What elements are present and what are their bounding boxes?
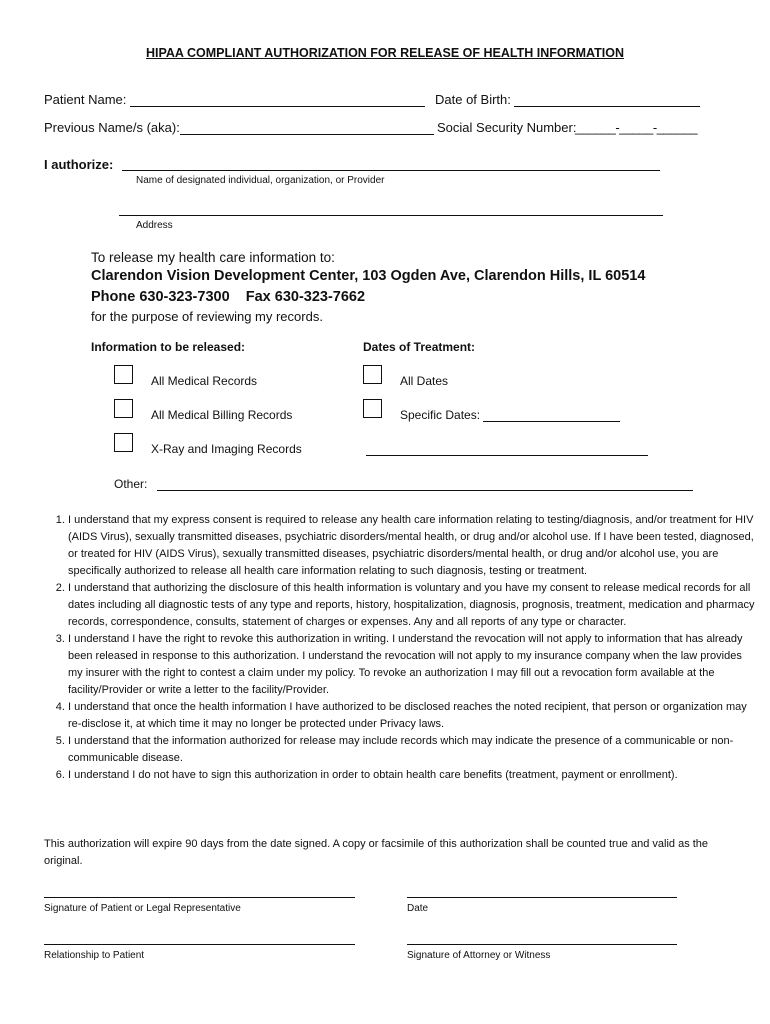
checkbox-all-dates[interactable] [363, 365, 382, 384]
authorize-label: I authorize: [44, 157, 114, 172]
term-item: 5. I understand that the information authorized for release may include records which may indicate the presence of a communicable or non-communicable disease. [68, 733, 758, 767]
dob-field[interactable] [514, 106, 700, 107]
specific-dates-field[interactable] [483, 421, 620, 422]
label-all-medical-billing: All Medical Billing Records [151, 408, 293, 422]
release-purpose: for the purpose of reviewing my records. [91, 309, 323, 324]
specific-dates-field-2[interactable] [366, 455, 648, 456]
term-item: 4. I understand that once the health information I have authorized to be disclosed reaches the noted recipient, that person or organization may re-disclose it, at which time it may no longer be protected under Privacy laws. [68, 699, 758, 733]
label-specific-dates: Specific Dates: [400, 408, 481, 422]
label-all-medical-records: All Medical Records [151, 374, 258, 388]
expiry-note: This authorization will expire 90 days from the date signed. A copy or facsimile of this authorization shall be counted true and valid as the original. [44, 838, 709, 867]
address-field[interactable] [119, 215, 663, 216]
ssn-label: Social Security Number: [437, 120, 577, 135]
terms-list [42, 512, 758, 784]
relationship-field[interactable] [44, 944, 355, 945]
previous-names-field[interactable] [180, 134, 434, 135]
checkbox-xray-imaging[interactable] [114, 433, 133, 452]
patient-name-label: Patient Name: [44, 92, 127, 107]
checkbox-specific-dates[interactable] [363, 399, 382, 418]
other-label: Other: [114, 477, 148, 491]
term-item: 1. I understand that my express consent is required to release any health care information relating to testing/diagnosis, and/or treatment for HIV (AIDS Virus), sexually transmitted diseases, psychiatric disorders/mental health, or drug and/or alcohol use. If I have been tested, diagnosed, or treated for HIV (AIDS Virus), sexually transmitted diseases, psychiatric disorders/mental health, or drug and/or alcohol use, you are specifically authorized to release all health care information relating to such diagnosis, testing or treatment. [68, 512, 758, 580]
info-released-header: Information to be released: [91, 340, 246, 354]
patient-signature-caption: Signature of Patient or Legal Representative [44, 903, 241, 914]
form-title: HIPAA COMPLIANT AUTHORIZATION FOR RELEASE OF HEALTH INFORMATION [146, 46, 624, 60]
date-caption: Date [407, 903, 429, 914]
term-item: 6. I understand I do not have to sign this authorization in order to obtain health care benefits (treatment, payment or enrollment). [68, 767, 758, 784]
term-item: 2. I understand that authorizing the disclosure of this health information is voluntary and you have my consent to release medical records for all dates including all diagnostic tests of any type and reports, history, hospitalization, diagnosis, prognosis, treatment, medication and pharmacy records, correspondence, consults, statement of charges or expenses. Any and all reports of any type or character. [68, 580, 758, 631]
other-field[interactable] [157, 490, 693, 491]
witness-signature-caption: Signature of Attorney or Witness [407, 950, 551, 961]
date-field[interactable] [407, 897, 677, 898]
designated-field[interactable] [122, 170, 660, 171]
recipient-phone: Phone 630-323-7300 Fax 630-323-7662 [91, 289, 366, 305]
designated-caption: Name of designated individual, organization, or Provider [136, 175, 385, 186]
previous-names-label: Previous Name/s (aka): [44, 120, 180, 135]
checkbox-all-medical-records[interactable] [114, 365, 133, 384]
patient-signature-field[interactable] [44, 897, 355, 898]
term-item: 3. I understand I have the right to revoke this authorization in writing. I understand the revocation will not apply to information that has already been released in response to this authorization. I understand the revocation will not apply to my insurance company when the law provides my insurer with the right to contest a claim under my policy. To revoke an authorization I may fill out a revocation form available at the facility/Provider or write a letter to the facility/Provider. [68, 631, 758, 699]
label-all-dates: All Dates [400, 374, 449, 388]
label-xray-imaging: X-Ray and Imaging Records [151, 442, 302, 456]
recipient-org: Clarendon Vision Development Center, 103 Ogden Ave, Clarendon Hills, IL 60514 [91, 268, 646, 284]
checkbox-all-medical-billing[interactable] [114, 399, 133, 418]
address-caption: Address [136, 220, 173, 231]
dob-label: Date of Birth: [435, 92, 511, 107]
patient-name-field[interactable] [130, 106, 425, 107]
ssn-field[interactable]: ______-_____-______ [575, 120, 698, 135]
release-intro: To release my health care information to: [91, 250, 335, 265]
witness-signature-field[interactable] [407, 944, 677, 945]
relationship-caption: Relationship to Patient [44, 950, 145, 961]
dates-treatment-header: Dates of Treatment: [363, 340, 476, 354]
